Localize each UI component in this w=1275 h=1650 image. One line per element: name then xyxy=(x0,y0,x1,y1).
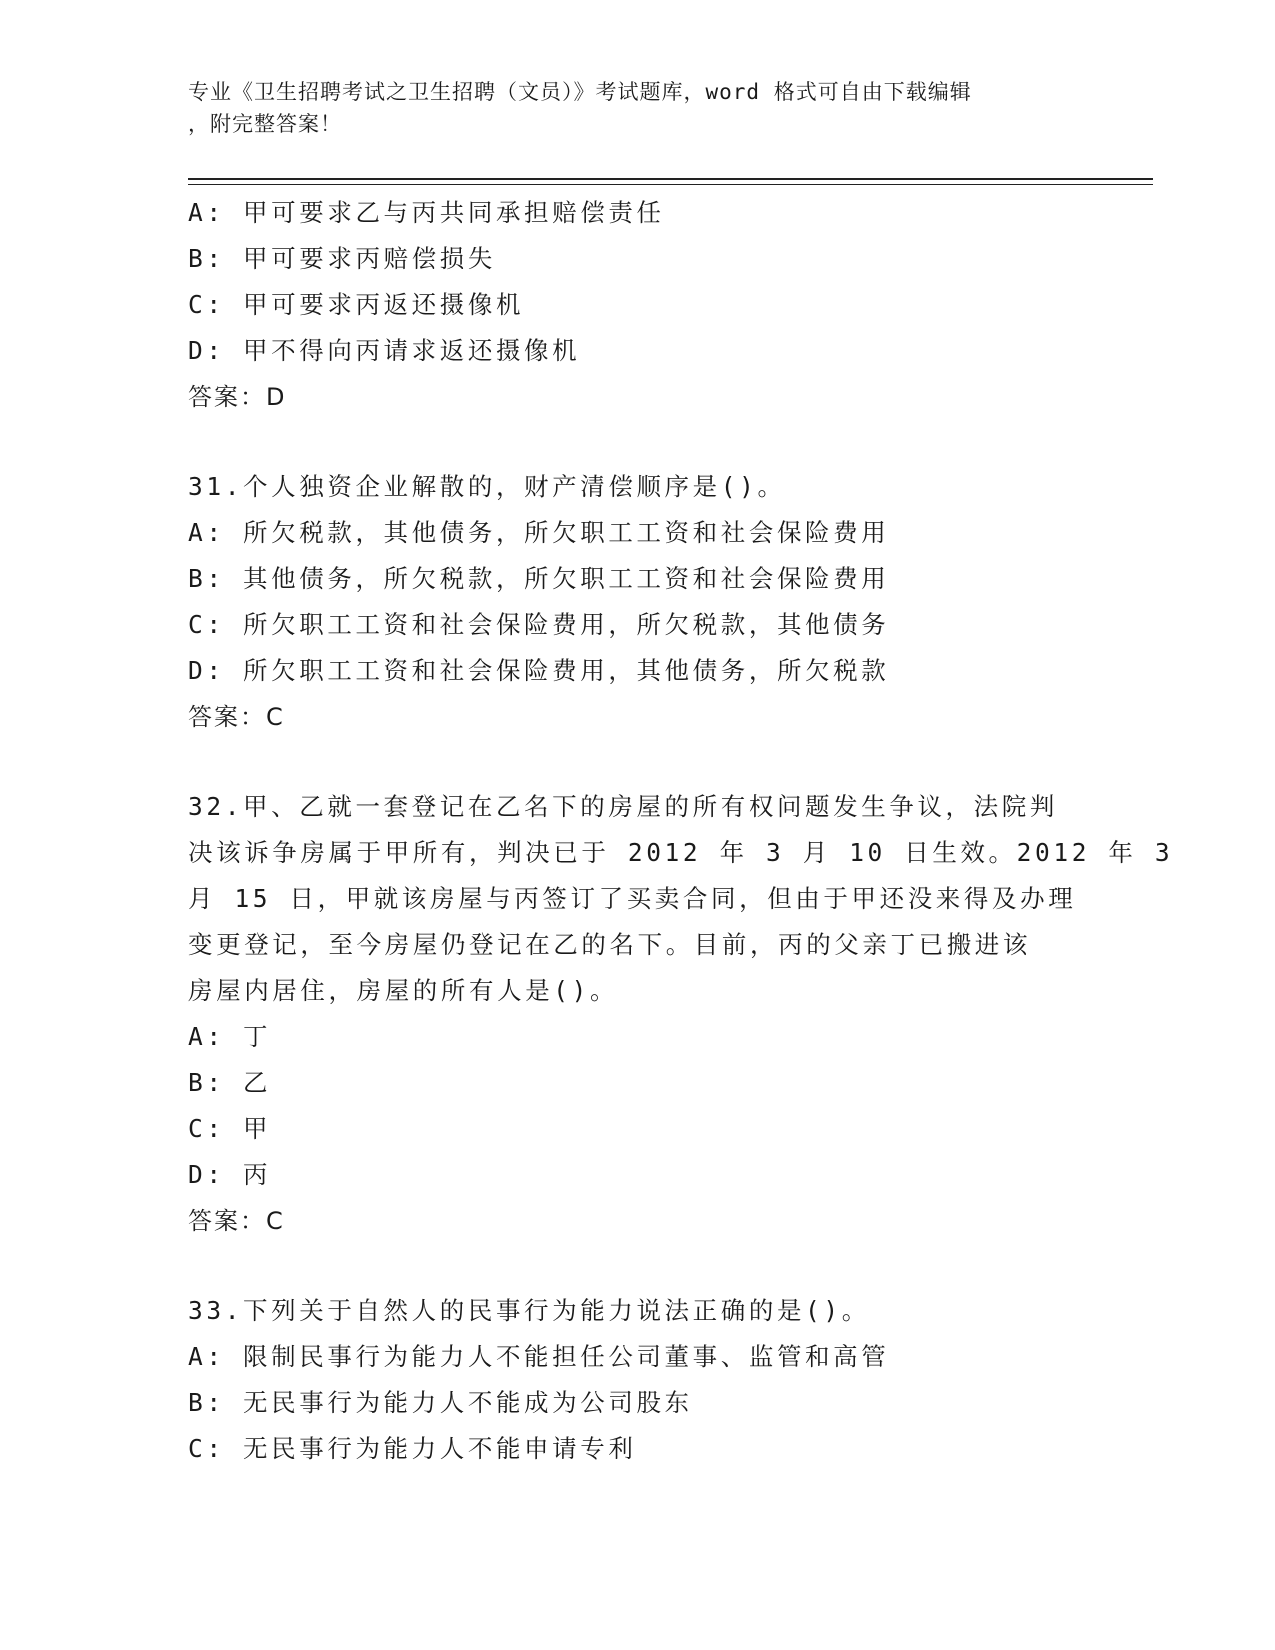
question-33 xyxy=(188,1288,1088,1472)
option-a: A: 甲可要求乙与丙共同承担赔偿责任 xyxy=(188,198,665,227)
document-header xyxy=(188,76,1088,140)
option-c: C: 甲可要求丙返还摄像机 xyxy=(188,290,525,319)
option-b: B: 其他债务，所欠税款，所欠职工工资和社会保险费用 xyxy=(188,564,890,593)
option-a: A: 丁 xyxy=(188,1022,272,1051)
question-32 xyxy=(188,784,1174,1244)
question-stem: 33.下列关于自然人的民事行为能力说法正确的是()。 xyxy=(188,1296,870,1325)
question-stem: 31.个人独资企业解散的，财产清偿顺序是()。 xyxy=(188,472,786,501)
header-line-1: 专业《卫生招聘考试之卫生招聘（文员）》考试题库，word 格式可自由下载编辑 xyxy=(188,80,972,104)
question-spacer xyxy=(188,420,1088,464)
question-spacer xyxy=(188,740,1088,784)
option-c: C: 无民事行为能力人不能申请专利 xyxy=(188,1434,637,1463)
header-line-2: ，附完整答案！ xyxy=(188,112,342,136)
option-d: D: 甲不得向丙请求返还摄像机 xyxy=(188,336,581,365)
option-d: D: 丙 xyxy=(188,1160,272,1189)
option-d: D: 所欠职工工资和社会保险费用，其他债务，所欠税款 xyxy=(188,656,890,685)
option-b: B: 乙 xyxy=(188,1068,272,1097)
question-spacer xyxy=(188,1244,1088,1288)
question-stem-line: 变更登记，至今房屋仍登记在乙的名下。目前，丙的父亲丁已搬进该 xyxy=(188,930,1031,959)
question-stem-line: 房屋内居住，房屋的所有人是()。 xyxy=(188,976,619,1005)
option-a: A: 所欠税款，其他债务，所欠职工工资和社会保险费用 xyxy=(188,518,890,547)
question-stem-line: 32.甲、乙就一套登记在乙名下的房屋的所有权问题发生争议，法院判 xyxy=(188,792,1058,821)
question-stem-line: 月 15 日，甲就该房屋与丙签订了买卖合同，但由于甲还没来得及办理 xyxy=(188,884,1077,913)
answer: 答案：C xyxy=(188,1207,285,1235)
question-31 xyxy=(188,464,1088,740)
option-a: A: 限制民事行为能力人不能担任公司董事、监管和高管 xyxy=(188,1342,890,1371)
option-b: B: 无民事行为能力人不能成为公司股东 xyxy=(188,1388,693,1417)
option-c: C: 所欠职工工资和社会保险费用，所欠税款，其他债务 xyxy=(188,610,890,639)
question-30 xyxy=(188,190,1088,420)
question-list xyxy=(188,190,1174,1472)
option-c: C: 甲 xyxy=(188,1114,272,1143)
option-b: B: 甲可要求丙赔偿损失 xyxy=(188,244,496,273)
header-rule-thin xyxy=(188,184,1153,185)
header-rule-thick xyxy=(188,178,1153,180)
answer: 答案：C xyxy=(188,703,285,731)
answer: 答案：D xyxy=(188,383,287,411)
question-stem-line: 决该诉争房属于甲所有，判决已于 2012 年 3 月 10 日生效。2012 年 3 xyxy=(188,838,1174,867)
